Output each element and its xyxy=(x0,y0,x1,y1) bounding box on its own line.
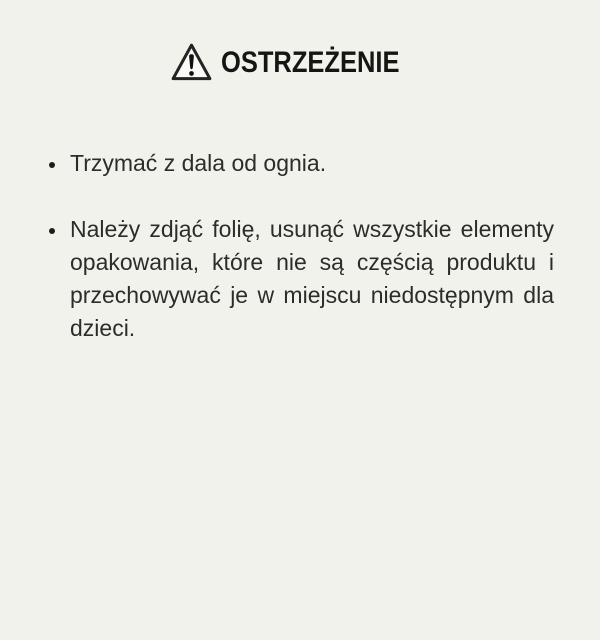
warning-header xyxy=(0,40,600,85)
warning-list-item: • Trzymać z dala od ognia. xyxy=(68,147,554,180)
page-title: OSTRZEŻENIE xyxy=(220,45,400,79)
warning-label-page xyxy=(0,40,600,640)
warning-list-item: • Należy zdjąć folię, usunąć wszystkie elementy opakowania, które nie są częścią produktu i przechowywać je w miejscu niedostępnym dla dzieci. xyxy=(68,213,554,345)
warning-triangle-icon xyxy=(169,40,214,85)
warning-list xyxy=(0,147,554,345)
